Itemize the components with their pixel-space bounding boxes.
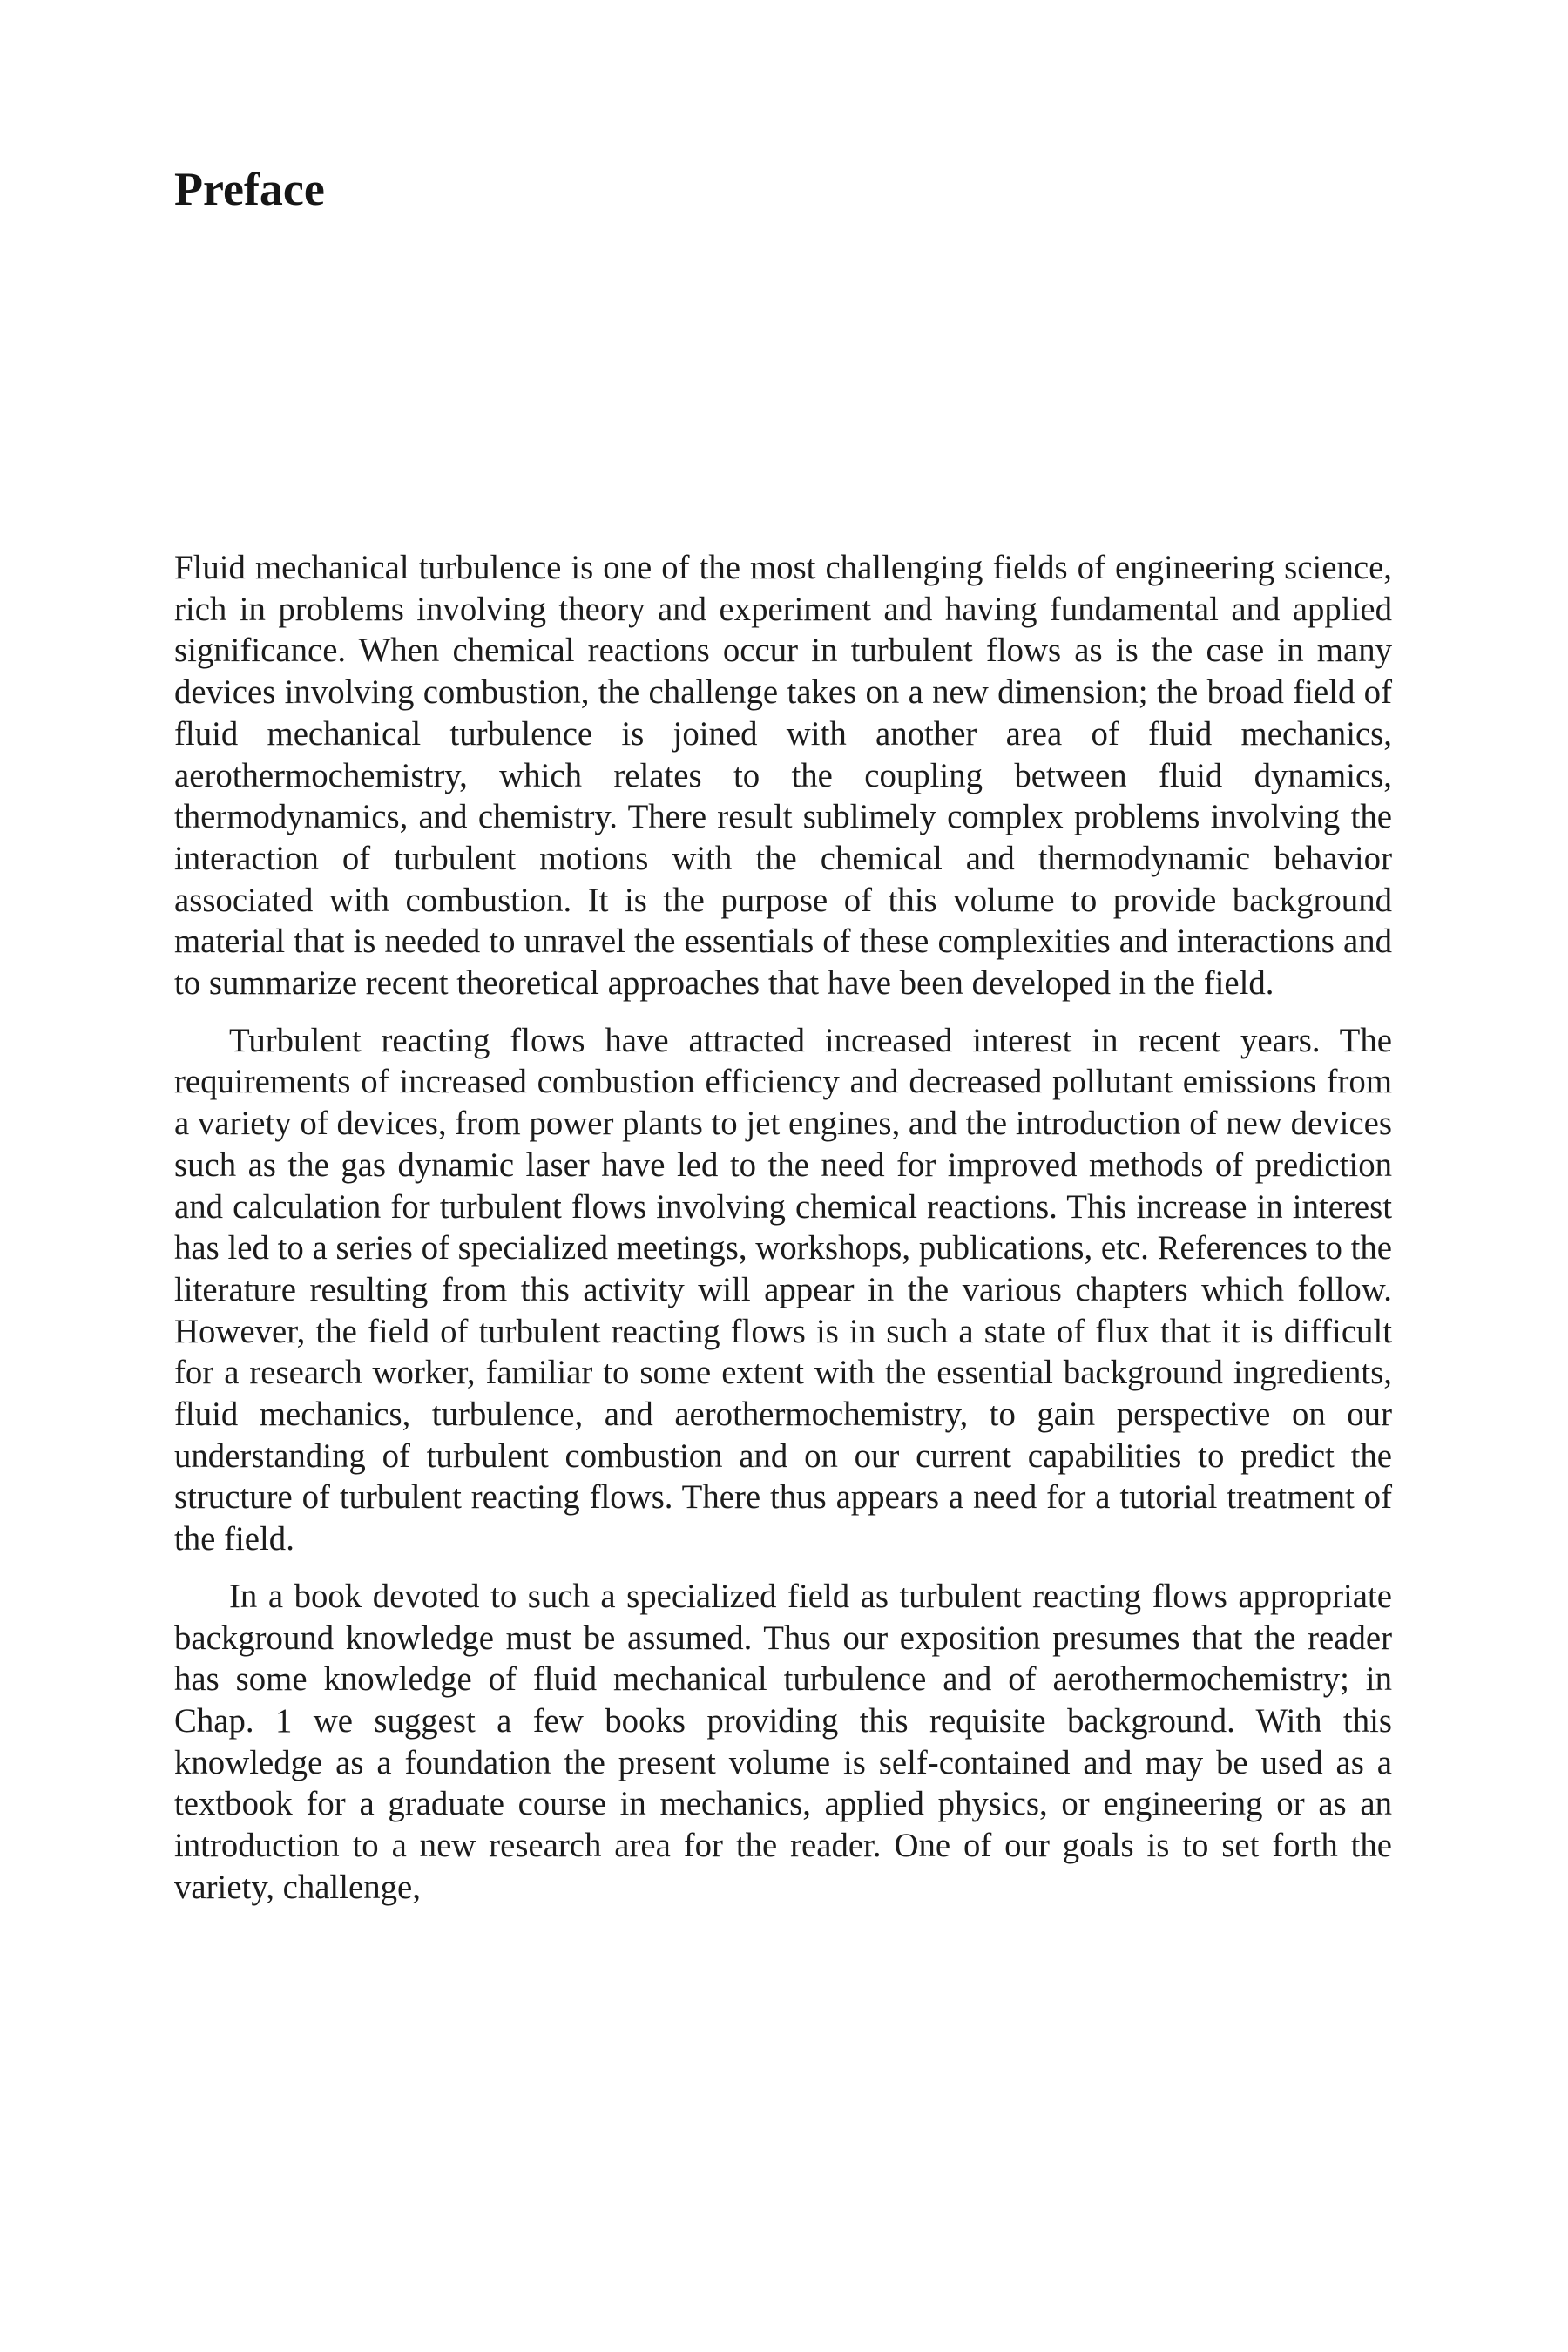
paragraph-3: In a book devoted to such a specialized field as turbulent reacting flows appropriate background knowledge must be assumed. Thus our exposition presumes that the reader has some knowledge of fluid mechanical turbulence and of aerothermochemistry; in Chap. 1 we suggest a few books providing this requisite background. With this knowledge as a foundation the present volume is self-contained and may be used as a textbook for a graduate course in mechanics, applied physics, or engineering or as an introduction to a new research area for the reader. One of our goals is to set forth the variety, challenge, — [174, 1577, 1392, 1906]
preface-body — [174, 547, 1392, 1924]
paragraph-1: Fluid mechanical turbulence is one of the most challenging fields of engineering science, rich in problems involving theory and experiment and having fundamental and applied significance. When chemical reactions occur in turbulent flows as is the case in many devices involving combustion, the challenge takes on a new dimension; the broad field of fluid mechanical turbulence is joined with another area of fluid mechanics, aerothermochemistry, which relates to the coupling between fluid dynamics, thermodynamics, and chemistry. There result sublimely complex problems involving the interaction of turbulent motions with the chemical and thermodynamic behavior associated with combustion. It is the purpose of this volume to provide background material that is needed to unravel the essentials of these complexities and interactions and to summarize recent theoretical approaches that have been developed in the field. — [174, 549, 1392, 1003]
page-title: Preface — [174, 163, 325, 215]
paragraph-2: Turbulent reacting flows have attracted increased interest in recent years. The requirements of increased combustion efficiency and decreased pollutant emissions from a variety of devices, from power plants to jet engines, and the introduction of new devices such as the gas dynamic laser have led to the need for improved methods of prediction and calculation for turbulent flows involving chemical reactions. This increase in interest has led to a series of specialized meetings, workshops, publications, etc. References to the literature resulting from this activity will appear in the various chapters which follow. However, the field of turbulent reacting flows is in such a state of flux that it is difficult for a research worker, familiar to some extent with the essential background ingredients, fluid mechanics, turbulence, and aerothermochemistry, to gain perspective on our understanding of turbulent combustion and on our current capabilities to predict the structure of turbulent reacting flows. There thus appears a need for a tutorial treatment of the field. — [174, 1021, 1392, 1558]
